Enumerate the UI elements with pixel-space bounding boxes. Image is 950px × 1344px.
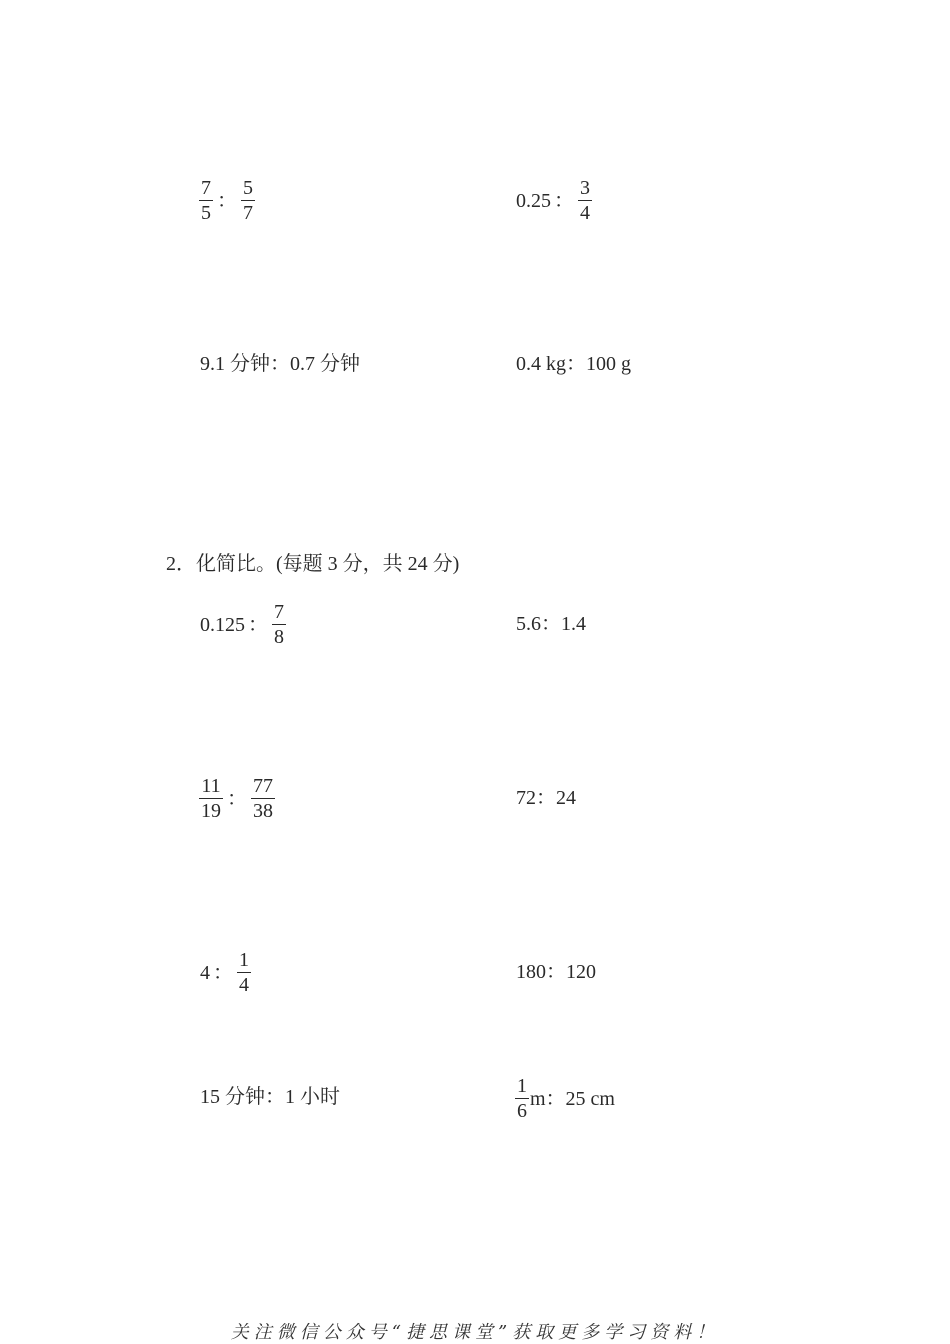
ratio-item-3: 9.1 分钟：0.7 分钟 [200, 353, 360, 375]
ratio-item-5: 0.125 ： $\frac{7}{8}$ [200, 601, 284, 648]
fraction: $\frac{7}{8}$ [274, 601, 284, 648]
ratio-item-7 [198, 774, 276, 823]
ratio-item-2: 0.25 ： $\frac{3}{4}$ [516, 177, 590, 224]
ratio-item-4: 0.4 kg：100 g [516, 353, 631, 375]
fraction: $\frac{1}{6}$ [517, 1075, 527, 1122]
ratio-item-9: 4 ： $\frac{1}{4}$ [200, 949, 249, 996]
ratio-colon: ： [213, 961, 233, 984]
ratio-colon: ： [227, 787, 247, 810]
ratio-item-8: 72：24 [516, 787, 576, 809]
fraction: $\frac{11}{19}$ [201, 775, 221, 822]
fraction: $\frac{77}{38}$ [253, 775, 273, 822]
fraction: $\frac{5}{7}$ [243, 177, 253, 224]
fraction: $\frac{3}{4}$ [580, 177, 590, 224]
ratio-colon: ： [554, 189, 574, 212]
ratio-colon: ： [248, 613, 268, 636]
question-heading: 2．化简比。(每题 3 分，共 24 分) [166, 553, 460, 575]
ratio-colon: ： [217, 189, 237, 212]
ratio-item-11: 15 分钟：1 小时 [200, 1086, 340, 1108]
fraction: $\frac{7}{5}$ [201, 177, 211, 224]
ratio-item-10: 180：120 [516, 961, 596, 983]
footer-promo-text: 关注微信公众号“捷思课堂”获取更多学习资料！ [230, 1322, 720, 1343]
ratio-item-6: 5.6：1.4 [516, 613, 586, 635]
fraction: $\frac{1}{4}$ [239, 949, 249, 996]
ratio-item-12: $\frac{1}{6}$ m：25 cm [517, 1075, 615, 1122]
ratio-item-1 [198, 176, 256, 225]
